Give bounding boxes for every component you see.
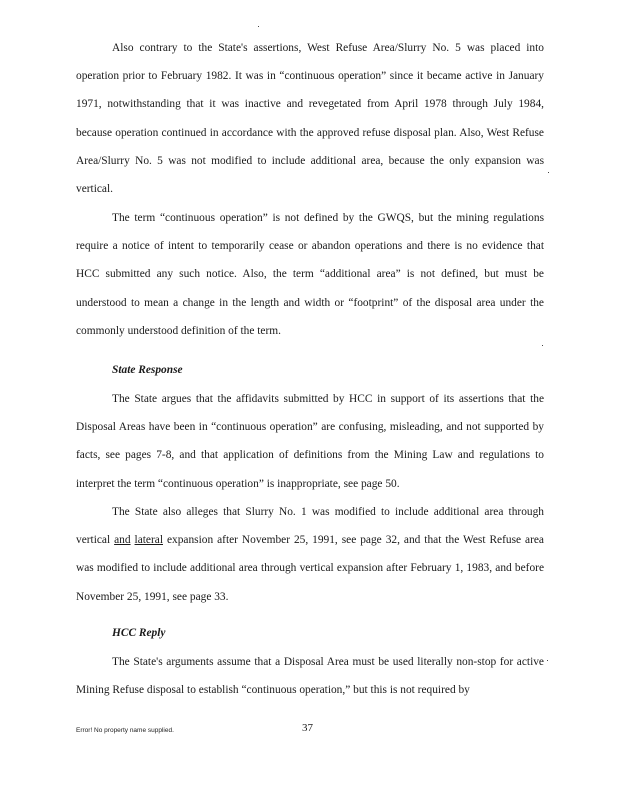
page-number: 37 xyxy=(302,722,313,734)
heading-hcc-reply: HCC Reply xyxy=(112,627,166,639)
scan-speck xyxy=(548,172,549,173)
paragraph-state-argues: The State argues that the affidavits submitted by HCC in support of its assertions that the Disposal Areas have been in “continuous operation” are confusing, misleading, and not supported by facts, see pages 7-8, and that application of definitions from the Mining Law and regulations to interpret the term “continuous operation” is inappropriate, see page 50. xyxy=(76,393,544,490)
paragraph-state-arguments-assume: The State's arguments assume that a Disposal Area must be used literally non-stop for active Mining Refuse disposal to establish “continuous operation,” but this is not required by xyxy=(76,656,544,697)
heading-state-response: State Response xyxy=(112,364,183,376)
paragraph-state-alleges xyxy=(76,498,544,611)
scan-speck xyxy=(542,345,543,346)
footer-error-text: Error! No property name supplied. xyxy=(76,727,174,734)
underlined-and: and xyxy=(114,534,131,547)
paragraph-state-alleges-part1: The State also alleges that Slurry No. 1 was modified to include additional area through vertical xyxy=(76,506,544,547)
paragraph-west-refuse-operation: Also contrary to the State's assertions, West Refuse Area/Slurry No. 5 was placed into operation prior to February 1982. It was in “continuous operation” since it became active in January 1971, notwithstanding that it was inactive and revegetated from April 1978 through July 1984, because operation continued in accordance with the approved refuse disposal plan. Also, West Refuse Area/Slurry No. 5 was not modified to include additional area, because the only expansion was vertical. xyxy=(76,42,544,196)
scan-speck xyxy=(547,660,548,661)
paragraph-continuous-operation-definition: The term “continuous operation” is not defined by the GWQS, but the mining regulations require a notice of intent to temporarily cease or abandon operations and there is no evidence that HCC submitted any such notice. Also, the term “additional area” is not defined, but must be understood to mean a change in the length and width or “footprint” of the disposal area under the commonly understood definition of the term. xyxy=(76,212,544,337)
scan-speck xyxy=(258,26,259,27)
paragraph-state-alleges-part2: expansion after November 25, 1991, see page 32, and that the West Refuse area was modified to include additional area through vertical expansion after February 1, 1983, and before November 25, 1991, see page 33. xyxy=(76,534,544,603)
underlined-lateral: lateral xyxy=(134,534,163,547)
